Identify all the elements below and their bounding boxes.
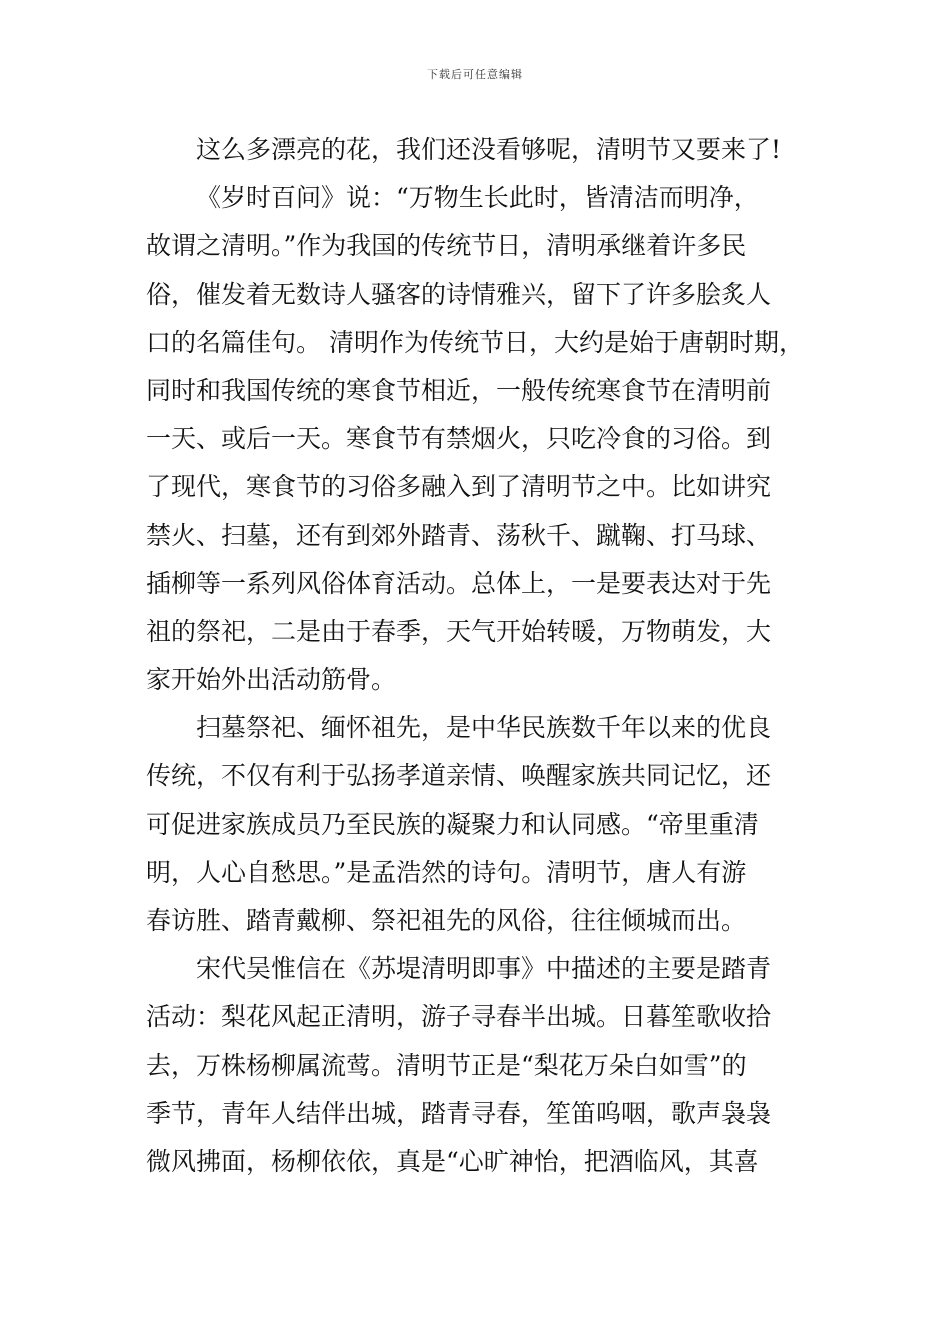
page-header: 下载后可任意编辑 <box>427 68 523 81</box>
text-line: 活动：梨花风起正清明，游子寻春半出城。日暮笙歌收拾 <box>146 1002 772 1032</box>
text-line: 扫墓祭祀、缅怀祖先，是中华民族数千年以来的优良 <box>196 713 772 743</box>
text-line: 传统，不仅有利于弘扬孝道亲情、唤醒家族共同记忆，还 <box>146 761 772 791</box>
text-line: 插柳等一系列风俗体育活动。总体上，一是要表达对于先 <box>146 568 772 598</box>
text-line: 一天、或后一天。寒食节有禁烟火，只吃冷食的习俗。到 <box>146 424 772 454</box>
text-line: 去，万株杨柳属流莺。清明节正是“梨花万朵白如雪”的 <box>146 1050 747 1080</box>
text-line: 同时和我国传统的寒食节相近，一般传统寒食节在清明前 <box>146 375 772 405</box>
text-line: 俗，催发着无数诗人骚客的诗情雅兴，留下了许多脍炙人 <box>146 279 772 309</box>
text-line: 春访胜、踏青戴柳、祭祀祖先的风俗，往往倾城而出。 <box>146 906 747 935</box>
text-line: 祖的祭祀，二是由于春季，天气开始转暖，万物萌发，大 <box>146 616 772 646</box>
text-line: 季节，青年人结伴出城，踏青寻春，笙笛呜咽，歌声袅袅 <box>146 1098 772 1128</box>
text-line: 禁火、扫墓，还有到郊外踏青、荡秋千、蹴鞠、打马球、 <box>146 520 772 550</box>
body-text <box>146 126 810 1186</box>
text-line: 家开始外出活动筋骨。 <box>146 665 397 695</box>
text-line: 了现代，寒食节的习俗多融入到了清明节之中。比如讲究 <box>146 472 772 502</box>
text-line: 这么多漂亮的花，我们还没看够呢，清明节又要来了! <box>196 135 782 164</box>
text-line: 微风拂面，杨柳依依，真是“心旷神怡，把酒临风，其喜 <box>146 1146 759 1176</box>
text-line: 可促进家族成员乃至民族的凝聚力和认同感。“帝里重清 <box>146 809 759 839</box>
text-line: 《岁时百问》说：“万物生长此时，皆清洁而明净， <box>196 183 759 213</box>
text-line: 宋代吴惟信在《苏堤清明即事》中描述的主要是踏青 <box>196 954 772 984</box>
text-line: 明，人心自愁思。”是孟浩然的诗句。清明节，唐人有游 <box>146 857 747 887</box>
text-line: 故谓之清明。”作为我国的传统节日，清明承继着许多民 <box>146 231 747 261</box>
text-line: 口的名篇佳句。 清明作为传统节日，大约是始于唐朝时期， <box>146 327 804 357</box>
